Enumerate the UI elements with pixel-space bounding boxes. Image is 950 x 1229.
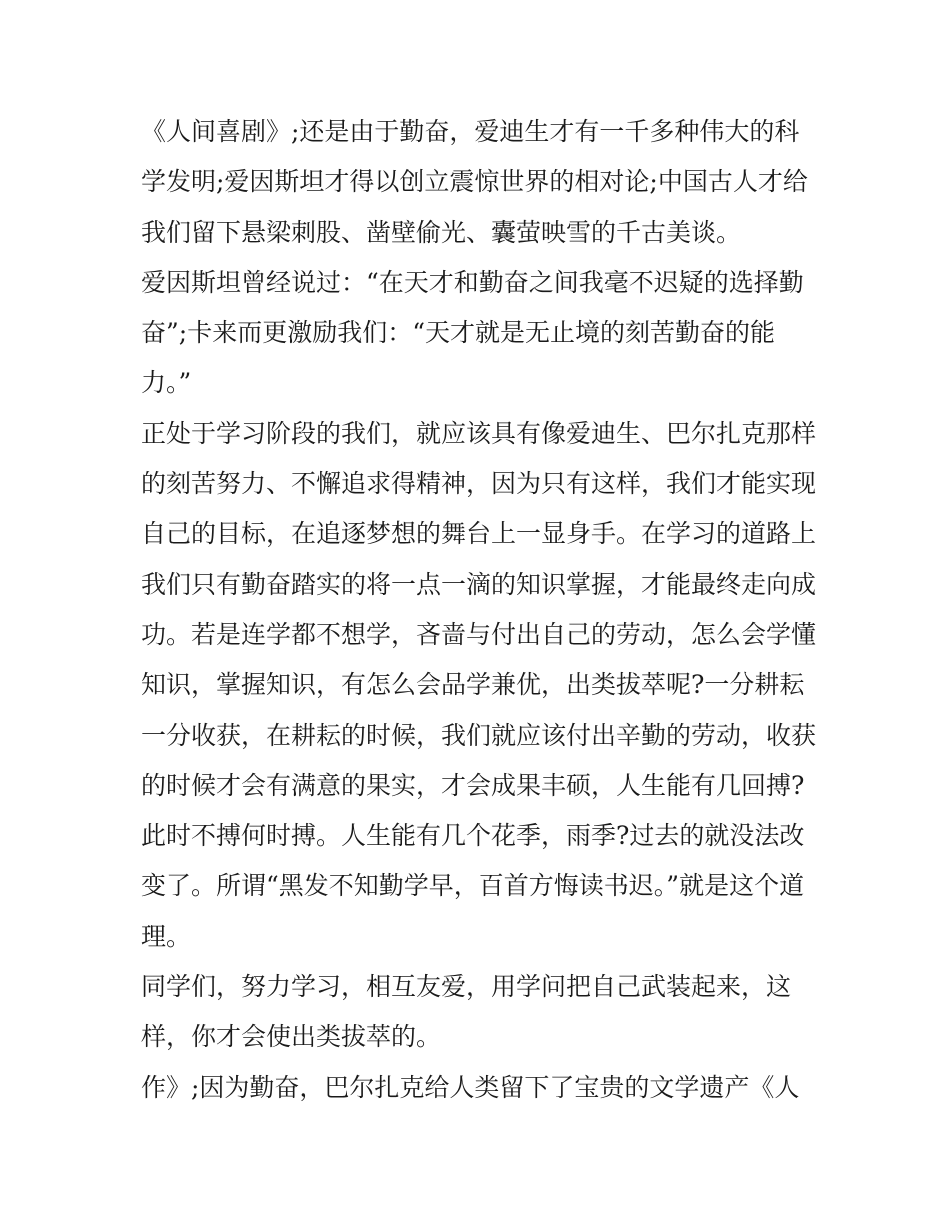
text-line: 的时候才会有满意的果实，才会成果丰硕，人生能有几回搏?: [141, 770, 805, 800]
text-line: 功。若是连学都不想学，吝啬与付出自己的劳动，怎么会学懂: [141, 619, 817, 649]
text-line: 正处于学习阶段的我们，就应该具有像爱迪生、巴尔扎克那样: [141, 418, 817, 448]
text-line: 《人间喜剧》;还是由于勤奋，爱迪生才有一千多种伟大的科: [141, 117, 800, 146]
text-line: 奋”;卡来而更激励我们：“天才就是无止境的刻苦勤奋的能: [141, 318, 775, 348]
text-line: 变了。所谓“黑发不知勤学早，百首方悔读书迟。”就是这个道: [141, 871, 805, 901]
body-text: [141, 107, 821, 1113]
text-line: 知识，掌握知识，有怎么会品学兼优，出类拔萃呢?一分耕耘: [141, 670, 805, 700]
text-line: 的刻苦努力、不懈追求得精神，因为只有这样，我们才能实现: [141, 469, 817, 499]
text-line: 样，你才会使出类拔萃的。: [141, 1022, 442, 1052]
text-line: 一分收获，在耕耘的时候，我们就应该付出辛勤的劳动，收获: [141, 720, 817, 750]
text-line: 力。”: [141, 368, 192, 398]
text-line: 我们只有勤奋踏实的将一点一滴的知识掌握，才能最终走向成: [141, 569, 817, 599]
text-line: 学发明;爱因斯坦才得以创立震惊世界的相对论;中国古人才给: [141, 167, 808, 197]
text-line: 同学们，努力学习，相互友爱，用学问把自己武装起来，这: [141, 972, 792, 1002]
text-line: 作》;因为勤奋，巴尔扎克给人类留下了宝贵的文学遗产《人: [141, 1072, 800, 1102]
text-line: 理。: [141, 921, 192, 951]
text-line: 此时不搏何时搏。人生能有几个花季，雨季?过去的就没法改: [141, 821, 805, 851]
text-line: 爱因斯坦曾经说过：“在天才和勤奋之间我毫不迟疑的选择勤: [141, 267, 804, 297]
text-line: 自己的目标，在追逐梦想的舞台上一显身手。在学习的道路上: [141, 519, 817, 549]
text-line: 我们留下悬梁刺股、凿壁偷光、囊萤映雪的千古美谈。: [141, 217, 742, 247]
